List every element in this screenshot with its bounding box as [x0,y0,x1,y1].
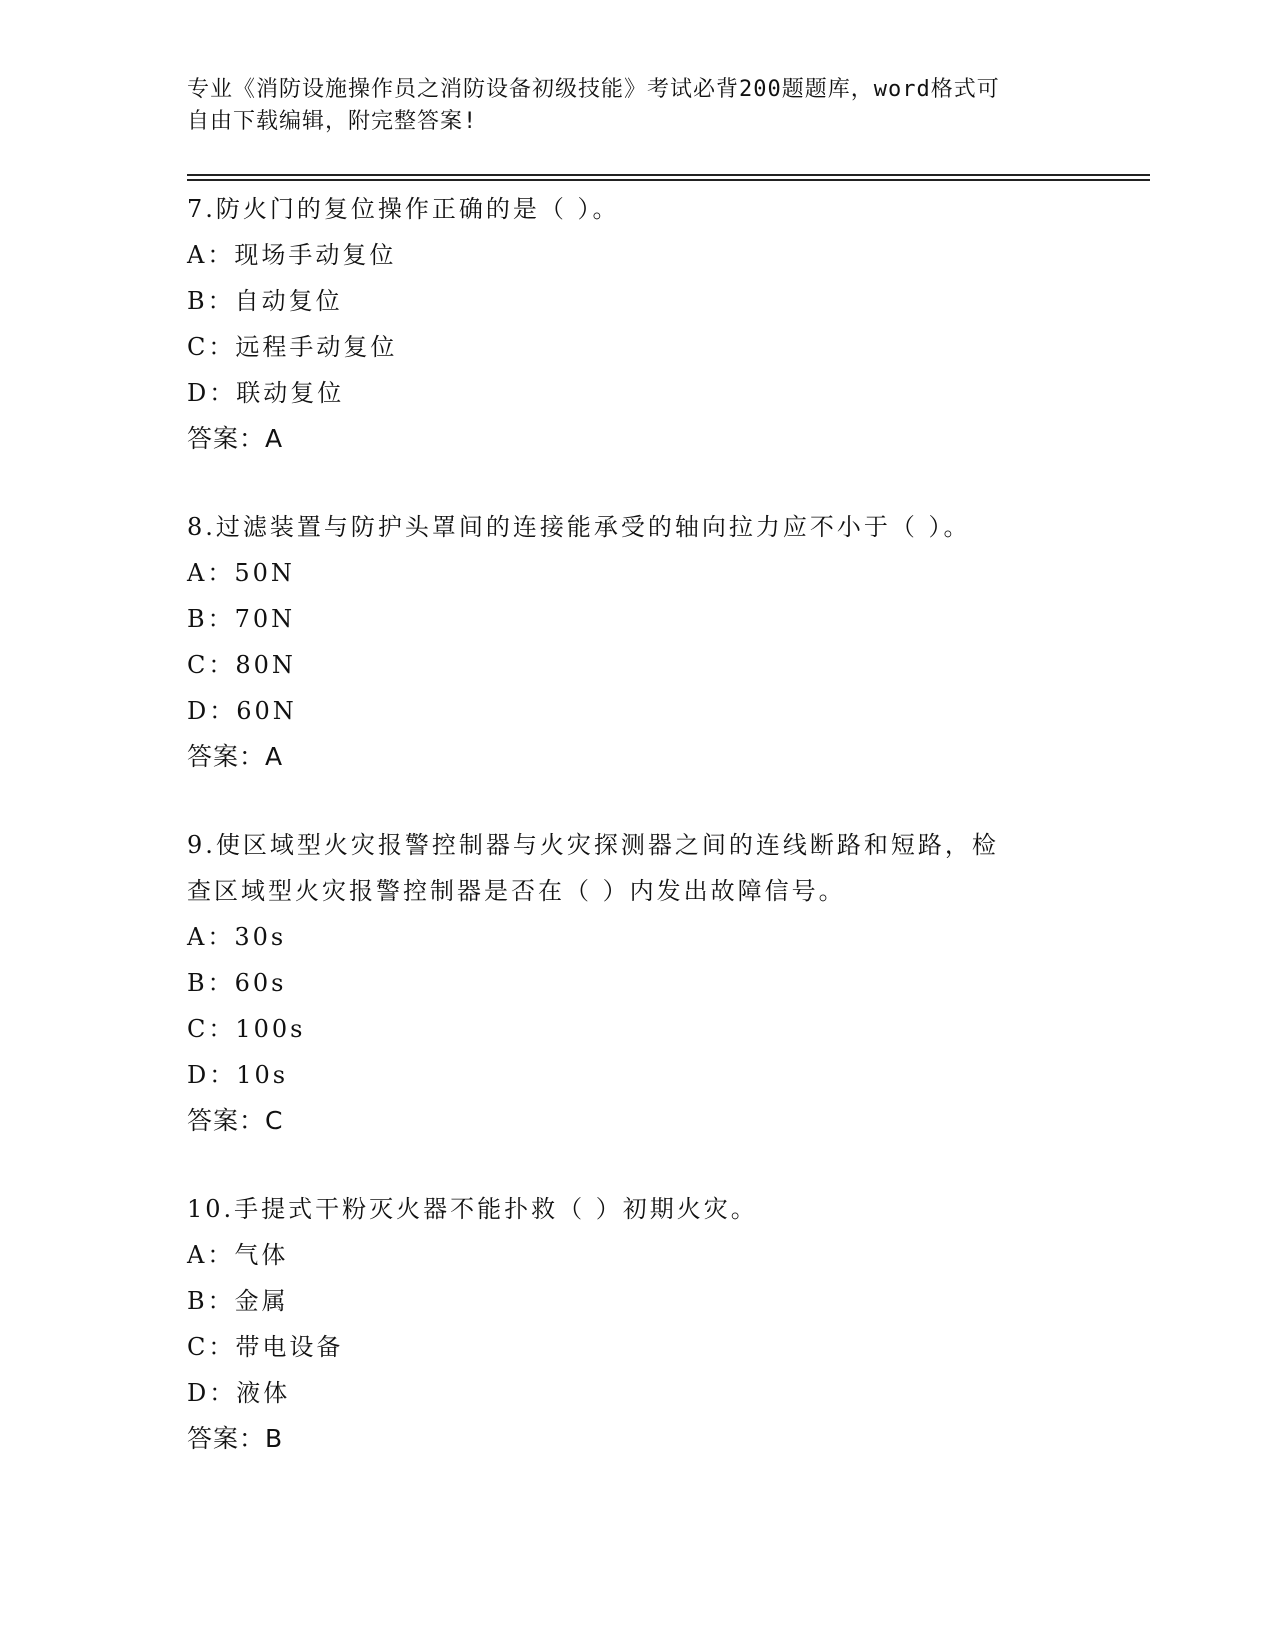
option-a: A：30s [187,923,287,951]
option-b: B：70N [187,605,296,633]
question-block [187,822,1087,1144]
question-block [187,186,1087,462]
header-divider-top [187,174,1150,176]
question-stem: 8.过滤装置与防护头罩间的连接能承受的轴向拉力应不小于（ ）。 [187,513,971,541]
option-b: B：自动复位 [187,287,343,315]
option-a: A：现场手动复位 [187,241,397,269]
option-d: D：10s [187,1061,289,1089]
option-a: A：50N [187,559,295,587]
option-c: C：带电设备 [187,1333,344,1361]
option-d: D：60N [187,697,297,725]
document-header [187,74,1087,138]
option-d: D：联动复位 [187,379,345,407]
answer-line: 答案：C [187,1106,284,1135]
option-c: C：远程手动复位 [187,333,398,361]
answer-line: 答案：A [187,742,284,771]
header-line-1: 专业《消防设施操作员之消防设备初级技能》考试必背200题题库，word格式可 [187,77,1000,102]
question-stem: 7.防火门的复位操作正确的是（ ）。 [187,195,620,223]
answer-line: 答案：A [187,424,284,453]
option-b: B：金属 [187,1287,289,1315]
question-stem-line-1: 9.使区域型火灾报警控制器与火灾探测器之间的连线断路和短路，检 [187,831,999,859]
option-c: C：100s [187,1015,306,1043]
option-a: A：气体 [187,1241,289,1269]
answer-line: 答案：B [187,1424,284,1453]
option-d: D：液体 [187,1379,291,1407]
question-block [187,1186,1087,1462]
question-stem-line-2: 查区域型火灾报警控制器是否在（ ）内发出故障信号。 [187,877,846,905]
header-divider-bottom [187,179,1150,181]
question-block [187,504,1087,780]
header-line-2: 自由下载编辑，附完整答案! [187,109,478,134]
question-stem: 10.手提式干粉灭火器不能扑救（ ）初期火灾。 [187,1195,758,1223]
option-b: B：60s [187,969,287,997]
option-c: C：80N [187,651,296,679]
